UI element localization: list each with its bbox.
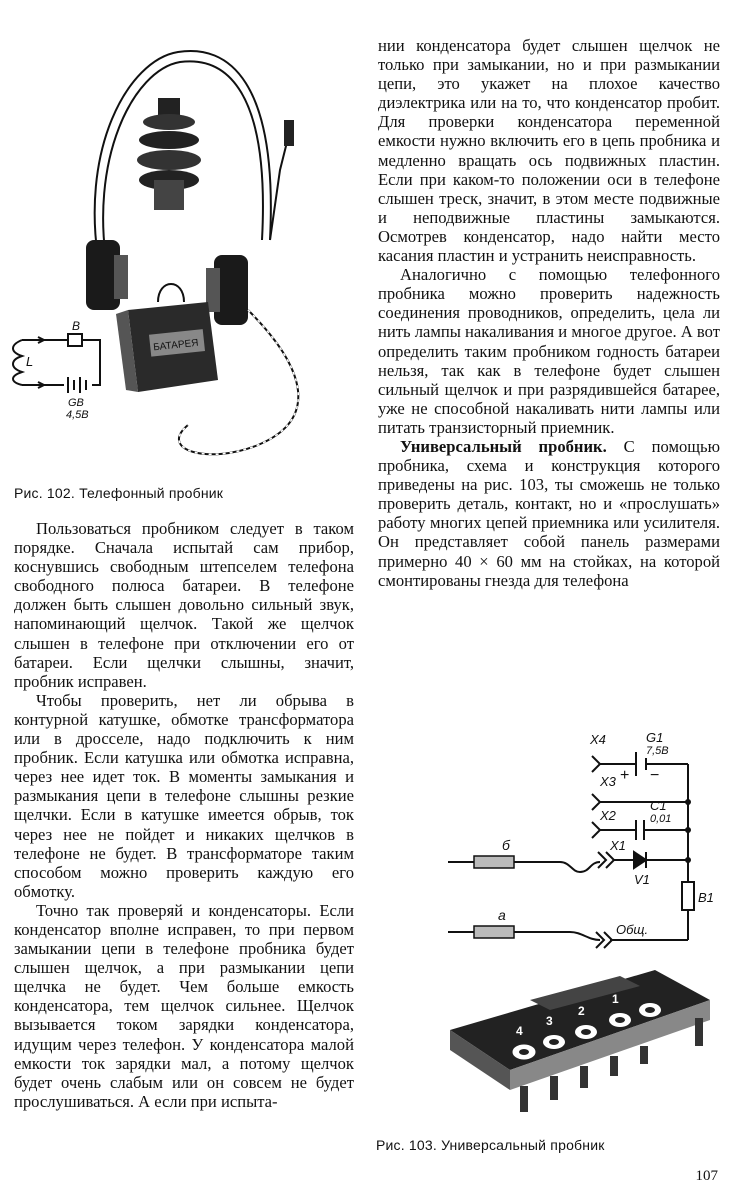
universal-probe-heading: Универсальный пробник. xyxy=(400,436,607,456)
label-x2: X2 xyxy=(600,808,616,823)
label-c1-value: 0,01 xyxy=(650,813,672,825)
label-g1-voltage: 7,5В xyxy=(646,745,669,757)
figure-103-panel xyxy=(440,960,720,1130)
label-c1: C1 xyxy=(650,798,667,813)
left-paragraph-2: Чтобы проверить, нет ли обрыва в контурной катушке, обмотке трансформатора или в дросселе, надо подключить к ним пробник. Если катушка или обмотка исправна, через нее идет ток. В моменты замыкания и размыкания цепи в телефоне слышны резкие щелчки. Если в катушке имеется обрыв, ток через нее не пойдет и никаких щелчков в телефоне не будет. В трансформаторе таким способом можно проверить каждую его обмотку. xyxy=(14,690,354,901)
label-B: B xyxy=(72,319,81,333)
label-b1: B1 xyxy=(698,890,714,905)
insulator-post xyxy=(137,98,201,210)
left-column xyxy=(14,519,354,1111)
label-a-probe: а xyxy=(498,907,506,923)
fig102-schematic xyxy=(13,319,100,421)
jack-label-4: 4 xyxy=(516,1024,523,1038)
battery-label: БАТАРЕЯ xyxy=(152,337,199,354)
left-earphone xyxy=(86,240,128,310)
right-earphone xyxy=(206,255,248,325)
right-paragraph-3 xyxy=(378,437,720,590)
label-plus: + xyxy=(620,767,630,784)
left-paragraph-1: Пользоваться пробником следует в таком порядке. Сначала испытай сам прибор, коснувшись свободным штепселем телефона свободного полюса батареи. В телефоне должен быть слышен довольно сильный звук, напоминающий щелчок. Такой же щелчок слышен в телефоне при отключении его от батареи. Если щелчки слышны, значит, пробник исправен. xyxy=(14,519,354,691)
right-paragraph-3-text: С помощью пробника, схема и конструкция которого приведены на рис. 103, ты сможешь не только проверить деталь, контакт, но и «прослушать» работу многих цепей приемника или усилителя. Он представляет собой панель размерами примерно 40 × 60 мм на стойках, на которой смонтированы гнезда для телефона xyxy=(378,436,720,590)
label-GB: GB xyxy=(68,397,84,409)
label-x4: X4 xyxy=(590,732,606,747)
figure-102-caption: Рис. 102. Телефонный пробник xyxy=(14,485,224,501)
label-b-probe: б xyxy=(502,837,510,853)
right-paragraph-2: Аналогично с помощью телефонного пробника можно проверить надежность соединения проводников, определить, цела ли нить лампы накаливания и многое другое. А вот определить таким пробником годность батареи нельзя, так как в телефоне будет слышен сильный щелчок и при разрядившейся батарее, уже не способной накаливать нити лампы или питать транзисторный приемник. xyxy=(378,265,720,437)
page-number: 107 xyxy=(695,1168,718,1184)
label-v1: V1 xyxy=(634,872,650,887)
figure-103-caption: Рис. 103. Универсальный пробник xyxy=(376,1137,605,1153)
right-paragraph-1: нии конденсатора будет слышен щелчок не только при замыкании, но и при размыкании цепи, это укажет на плохое качество диэлектрика или на то, что конденсатор пробит. Для проверки конденсатора переменной емкости нужно включить его в цепь пробника и медленно вращать ось подвижных пластин. Если при каком-то положении оси в телефоне слышен треск, значит, в этом месте подвижные и неподвижные пластины замыкаются. Осмотрев конденсатор, надо найти место касания пластин и устранить неисправность. xyxy=(378,36,720,266)
right-column xyxy=(378,36,720,590)
label-voltage: 4,5В xyxy=(66,409,89,421)
label-L: L xyxy=(26,354,34,369)
label-x1: X1 xyxy=(610,838,626,853)
figure-102-illustration xyxy=(8,40,348,480)
label-minus: − xyxy=(650,767,660,784)
jack-label-2: 2 xyxy=(578,1004,585,1018)
label-g1: G1 xyxy=(646,730,664,745)
battery xyxy=(116,284,218,392)
left-paragraph-3: Точно так проверяй и конденсаторы. Если конденсатор вполне исправен, то при первом замыкании цепи в телефоне пробника будет слышен щелчок, а при размыкании цепи щелчка не будет. Чем больше емкость конденсатора, тем щелчок сильнее. Щелчок вызывается током зарядки конденсатора, идущим через телефон. У конденсатора малой емкости ток зарядки мал, а потому щелчок будет очень слабым или он совсем не будет прослушиваться. А если при испыта- xyxy=(14,900,354,1111)
jack-label-3: 3 xyxy=(546,1014,553,1028)
jack-label-1: 1 xyxy=(612,992,619,1006)
label-common: Общ. xyxy=(616,922,649,937)
figure-103-schematic xyxy=(440,722,730,952)
label-x3: X3 xyxy=(600,774,616,789)
